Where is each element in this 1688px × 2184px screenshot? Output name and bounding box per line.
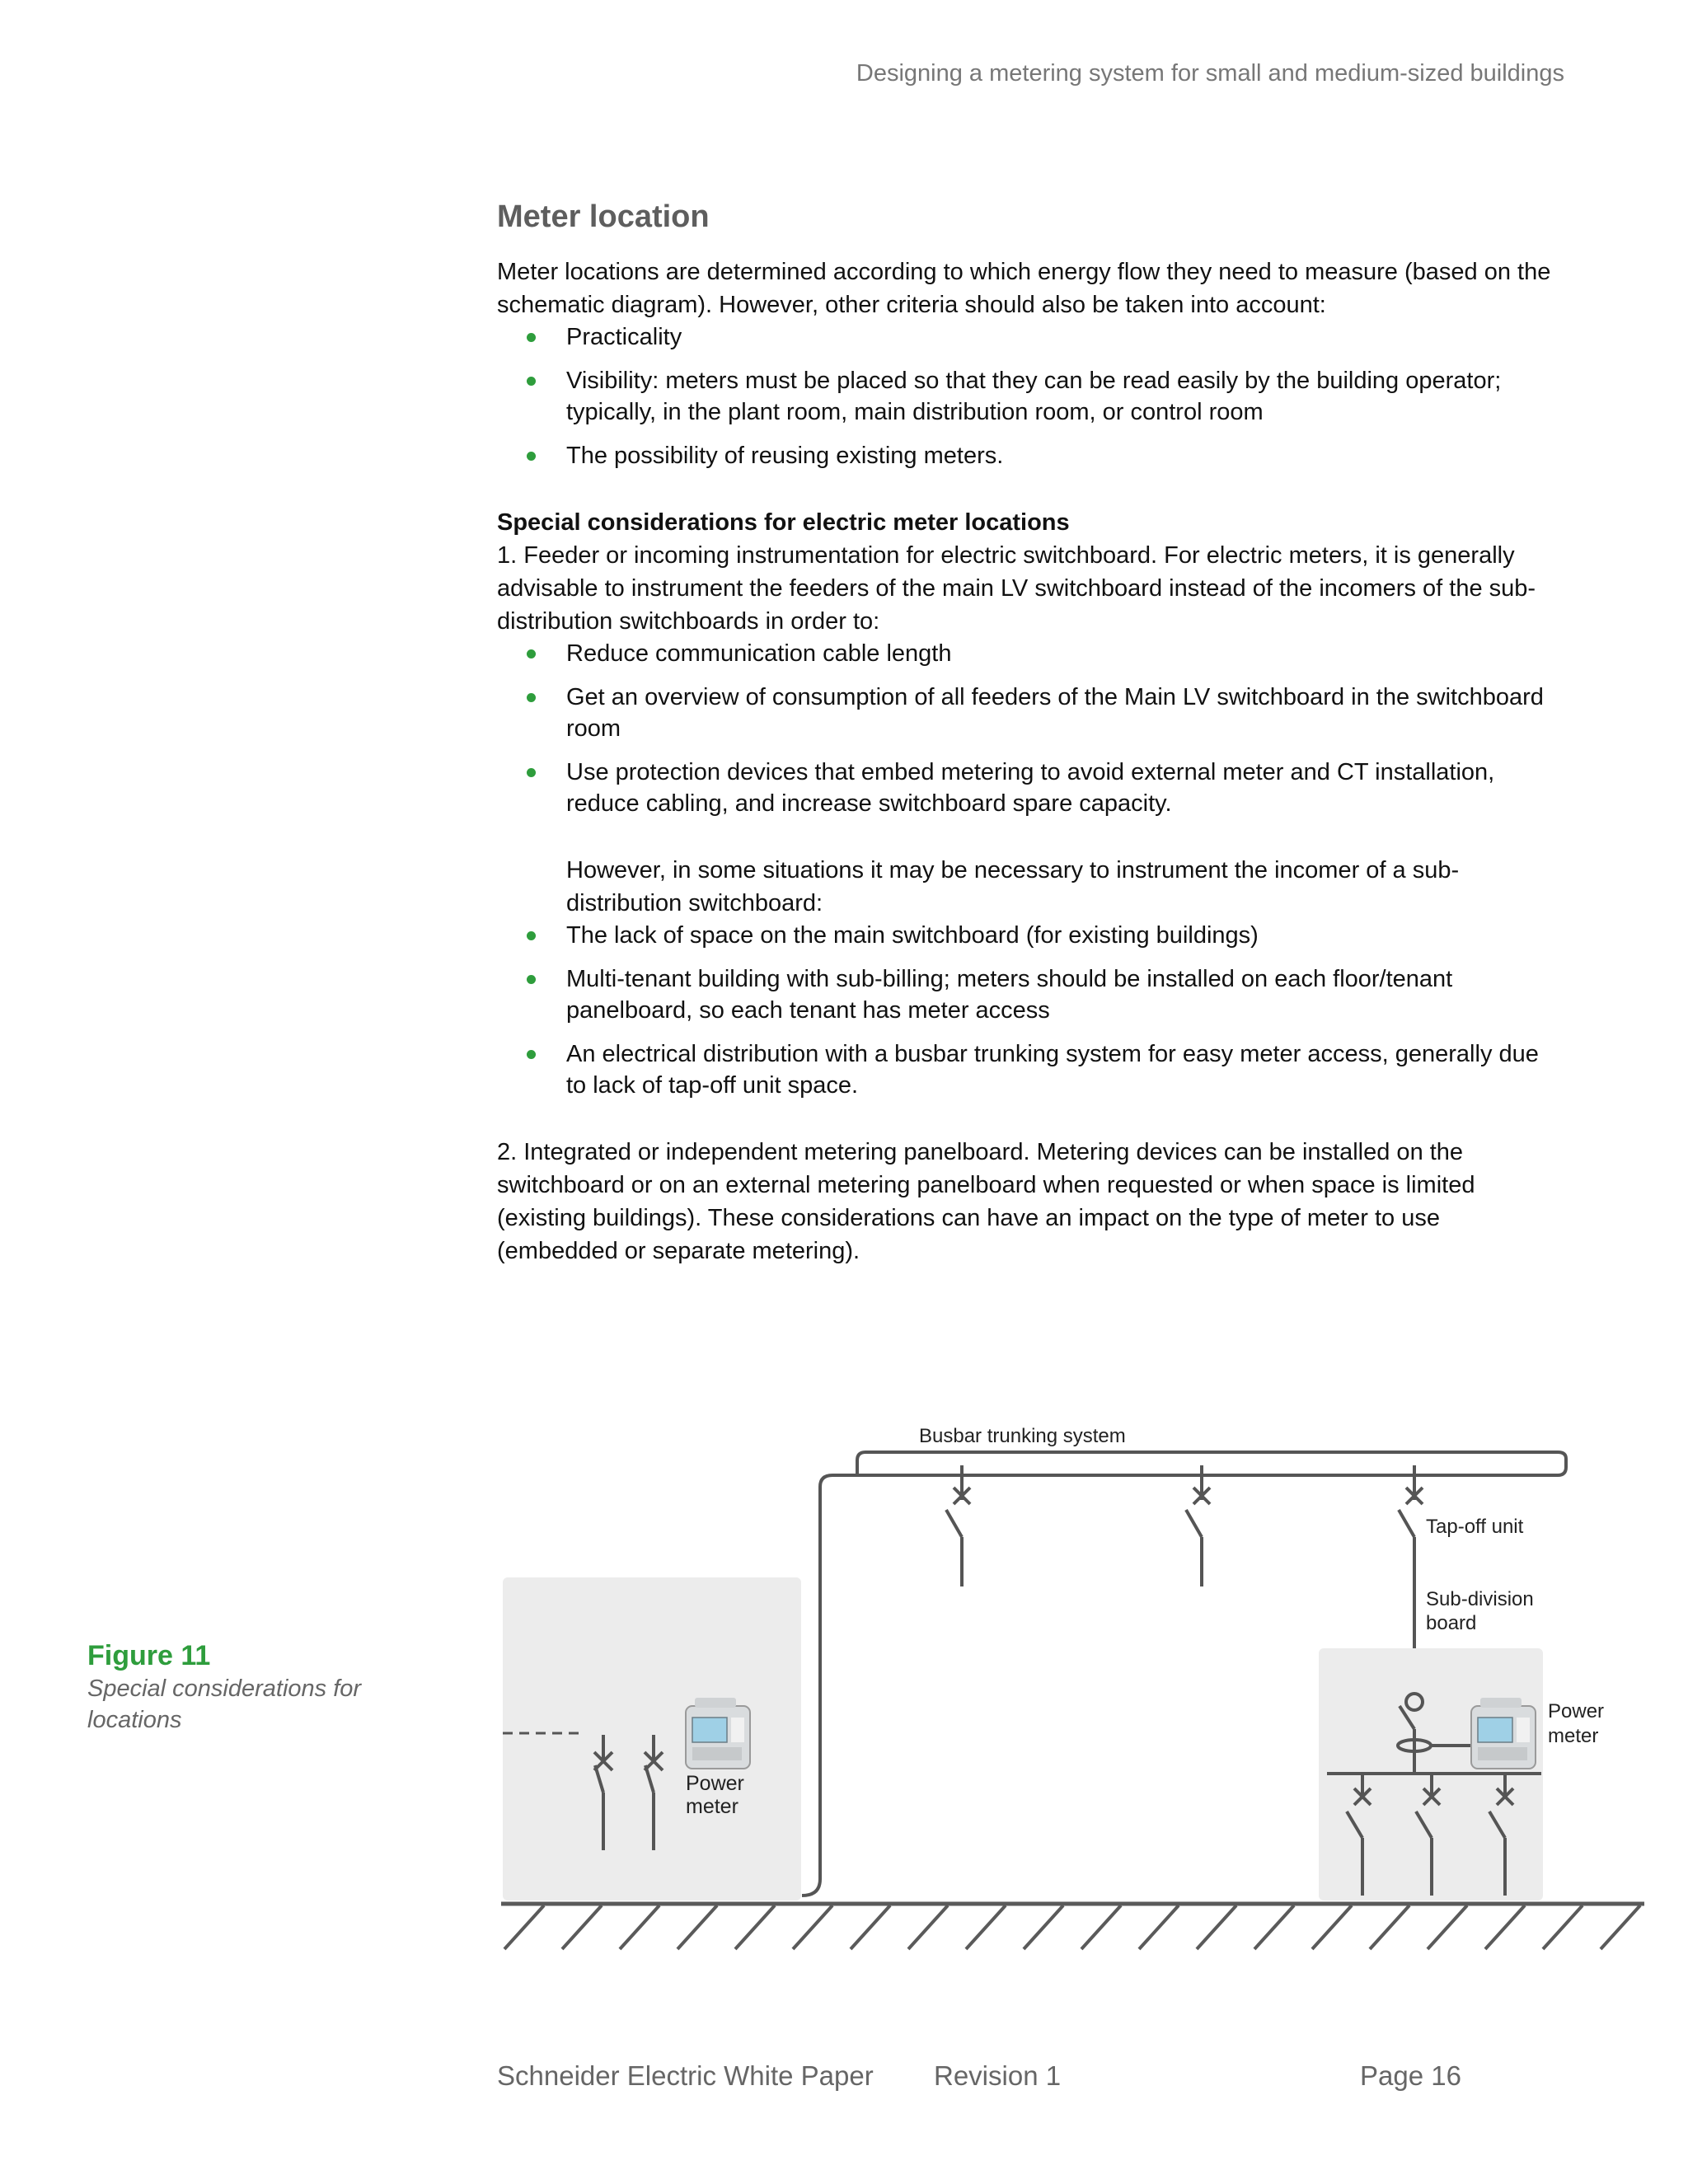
right-meter-label-1: Power [1548, 1700, 1605, 1722]
footer-revision: Revision 1 [934, 2060, 1062, 2091]
figure-caption-text: Special considerations for locations [87, 1675, 362, 1733]
list-item: Reduce communication cable length [497, 638, 1560, 669]
figure-caption [87, 1638, 384, 1736]
list-item: Visibility: meters must be placed so that they can be read easily by the building operator; typically, in the plant room, main distribution room, or control room [497, 365, 1560, 428]
feeder-cable [802, 1475, 857, 1896]
bullet-icon [527, 768, 536, 777]
situations-list [497, 920, 1560, 1101]
list-item: An electrical distribution with a busbar trunking system for easy meter access, generally due to lack of tap-off unit space. [497, 1038, 1560, 1101]
bullet-icon [527, 693, 536, 702]
footer-publisher: Schneider Electric White Paper [497, 2060, 874, 2091]
criteria-list [497, 321, 1560, 471]
section-title: Meter location [497, 199, 710, 234]
bullet-icon [527, 377, 536, 386]
power-meter-icon [686, 1698, 750, 1769]
bullet-icon [527, 975, 536, 984]
bullet-icon [527, 1050, 536, 1059]
busbar-label: Busbar trunking system [919, 1425, 1126, 1447]
special-considerations-heading: Special considerations for electric meter locations [497, 509, 1070, 536]
intro-paragraph: Meter locations are determined according to which energy flow they need to measure (based on the schematic diagram). However, other criteria should also be taken into account: [497, 259, 1551, 318]
point-1-paragraph: 1. Feeder or incoming instrumentation for electric switchboard. For electric meters, it is generally advisable to instrument the feeders of the main LV switchboard instead of the incomers of the sub-distribution switchboards in order to: [497, 542, 1536, 635]
however-paragraph: However, in some situations it may be necessary to instrument the incomer of a sub-distribution switchboard: [566, 857, 1460, 916]
list-item: The lack of space on the main switchboard (for existing buildings) [497, 920, 1560, 951]
left-meter-label-1: Power [686, 1772, 744, 1795]
list-item: The possibility of reusing existing meters. [497, 440, 1560, 471]
footer-page-number: Page 16 [1360, 2060, 1461, 2091]
tap-off-label: Tap-off unit [1426, 1516, 1524, 1538]
power-meter-icon [1471, 1698, 1536, 1769]
list-item: Use protection devices that embed metering to avoid external meter and CT installation, reduce cabling, and increase switchboard spare capacity. [497, 757, 1560, 819]
bullet-icon [527, 333, 536, 342]
figure-number: Figure 11 [87, 1640, 211, 1671]
ground-hatching [504, 1905, 1640, 1949]
sub-division-label-1: Sub-division [1426, 1588, 1534, 1610]
left-meter-label-2: meter [686, 1795, 738, 1818]
right-meter-label-2: meter [1548, 1725, 1599, 1747]
main-content [497, 196, 1560, 1268]
running-header: Designing a metering system for small and medium-sized buildings [856, 60, 1564, 87]
reasons-list [497, 638, 1560, 819]
list-item: Get an overview of consumption of all feeders of the Main LV switchboard in the switchboard room [497, 682, 1560, 744]
list-item: Multi-tenant building with sub-billing; meters should be installed on each floor/tenant panelboard, so each tenant has meter access [497, 963, 1560, 1026]
sub-division-label-2: board [1426, 1612, 1477, 1634]
bullet-icon [527, 452, 536, 461]
point-2-paragraph: 2. Integrated or independent metering panelboard. Metering devices can be installed on the switchboard or on an external metering panelboard when requested or when space is limited (existing buildings). These considerations can have an impact on the type of meter to use (embedded or separate metering). [497, 1139, 1475, 1264]
list-item: Practicality [497, 321, 1560, 353]
metering-diagram [495, 1418, 1648, 1986]
bullet-icon [527, 931, 536, 940]
bullet-icon [527, 649, 536, 658]
